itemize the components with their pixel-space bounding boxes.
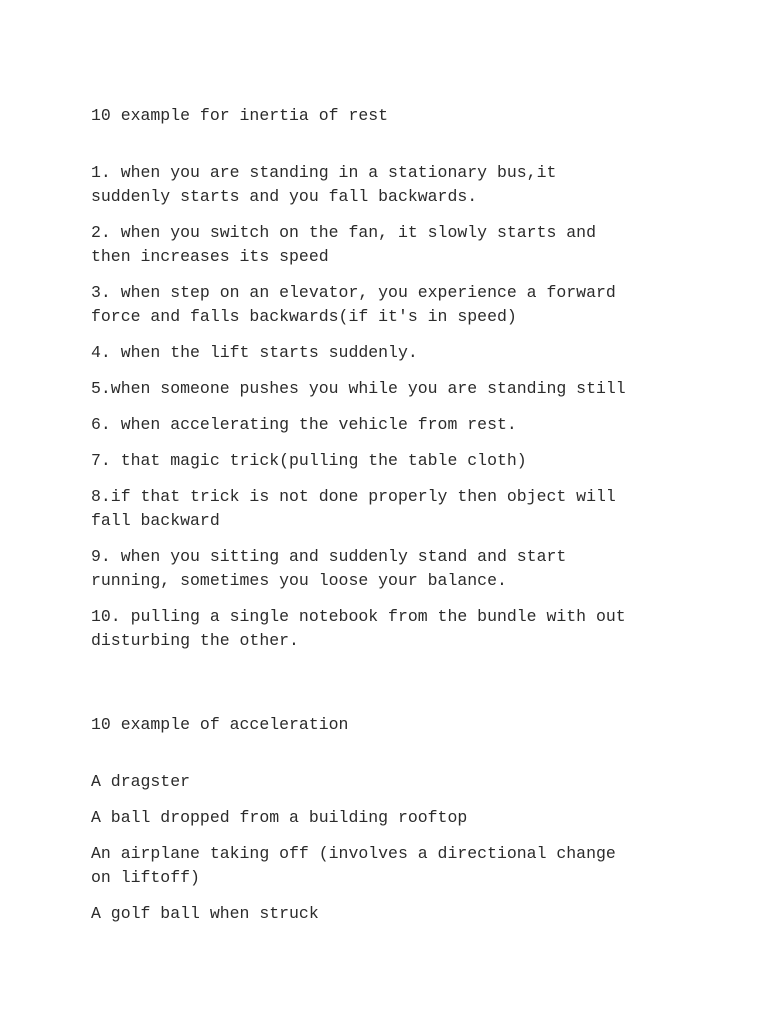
- acceleration-list: [91, 770, 711, 926]
- inertia-item-8: 8.if that trick is not done properly then object will fall backward: [91, 487, 616, 530]
- inertia-item-7: 7. that magic trick(pulling the table cloth): [91, 451, 527, 470]
- inertia-item-9: 9. when you sitting and suddenly stand and start running, sometimes you loose your balance.: [91, 547, 567, 590]
- inertia-item-6: 6. when accelerating the vehicle from rest.: [91, 415, 517, 434]
- acceleration-heading: 10 example of acceleration: [91, 715, 349, 734]
- inertia-item-2: 2. when you switch on the fan, it slowly starts and then increases its speed: [91, 223, 596, 266]
- inertia-heading: 10 example for inertia of rest: [91, 106, 389, 125]
- acceleration-item-1: A dragster: [91, 772, 191, 791]
- inertia-item-1: 1. when you are standing in a stationary bus,it suddenly starts and you fall backwards.: [91, 163, 557, 206]
- acceleration-item-3: An airplane taking off (involves a directional change on liftoff): [91, 844, 616, 887]
- acceleration-item-4: A golf ball when struck: [91, 904, 319, 923]
- inertia-list: [91, 161, 711, 653]
- inertia-item-3: 3. when step on an elevator, you experience a forward force and falls backwards(if it's in speed): [91, 283, 616, 326]
- acceleration-item-2: A ball dropped from a building rooftop: [91, 808, 468, 827]
- inertia-item-10: 10. pulling a single notebook from the bundle with out disturbing the other.: [91, 607, 626, 650]
- document-page: [91, 104, 711, 938]
- inertia-item-5: 5.when someone pushes you while you are standing still: [91, 379, 626, 398]
- inertia-item-4: 4. when the lift starts suddenly.: [91, 343, 418, 362]
